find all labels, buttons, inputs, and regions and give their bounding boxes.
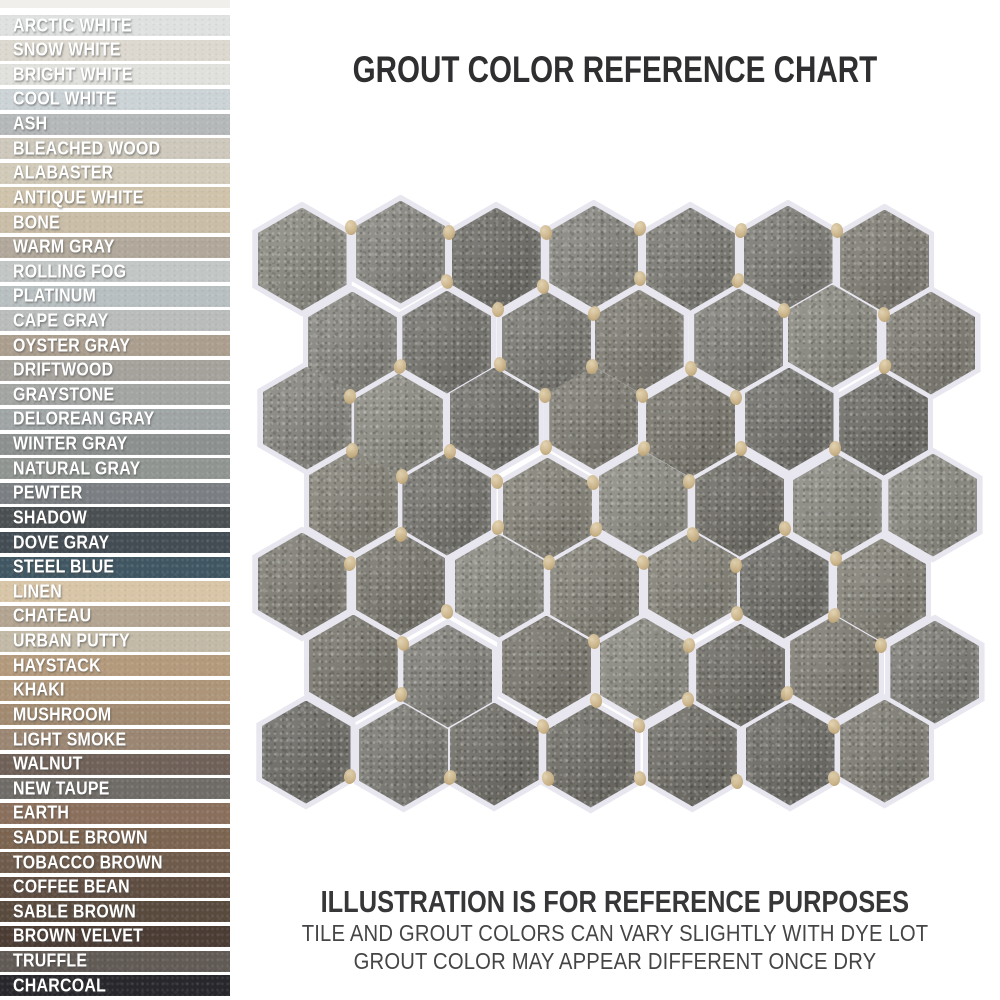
hex-tile <box>839 373 928 476</box>
hex-tile <box>788 285 877 388</box>
hex-tile <box>309 450 398 553</box>
mesh-dot <box>829 441 842 457</box>
swatch-label: DELOREAN GRAY <box>13 407 155 429</box>
mesh-dot <box>829 550 842 565</box>
hex-tile <box>890 621 979 724</box>
grout-halo <box>351 527 451 642</box>
swatch-label: BLEACHED WOOD <box>13 137 161 159</box>
grout-halo <box>885 615 985 730</box>
mesh-dot <box>730 389 743 405</box>
swatch-label: NATURAL GRAY <box>13 457 141 479</box>
mesh-dot <box>540 770 556 788</box>
hex-tile <box>359 704 448 807</box>
hex-tile <box>258 208 347 311</box>
mesh-dot <box>442 768 458 786</box>
mesh-dot <box>826 607 842 625</box>
swatch-label: BROWN VELVET <box>13 924 144 946</box>
swatch-antique-white <box>0 187 230 208</box>
grout-halo <box>544 361 644 476</box>
swatch-new-taupe <box>0 778 230 799</box>
swatch-truffle <box>0 951 230 972</box>
grout-halo <box>881 286 981 401</box>
hex-tile <box>263 367 352 470</box>
grout-halo <box>252 202 352 317</box>
mesh-dot <box>636 440 651 458</box>
grout-halo <box>397 447 497 562</box>
hex-tile <box>840 700 929 803</box>
mesh-dot <box>631 717 646 735</box>
grout-halo <box>691 618 791 733</box>
grout-halo <box>446 202 546 317</box>
swatch-dove-gray <box>0 532 230 553</box>
grout-halo <box>641 202 741 317</box>
grout-halo <box>498 452 598 567</box>
hex-tile <box>356 533 445 636</box>
page-title-text: GROUT COLOR REFERENCE CHART <box>352 49 878 90</box>
swatch-label: EARTH <box>13 801 70 823</box>
grout-halo <box>643 526 743 641</box>
swatch-oyster-gray <box>0 335 230 356</box>
grout-halo <box>690 448 790 563</box>
hex-tile <box>840 210 929 313</box>
swatch-label: ROLLING FOG <box>13 260 127 282</box>
grout-halo <box>689 283 789 398</box>
hex-tile <box>549 367 638 470</box>
mesh-dot <box>490 519 505 536</box>
hex-tile <box>888 454 977 557</box>
swatch-label: WALNUT <box>13 752 83 774</box>
swatch-bone <box>0 212 230 233</box>
hex-tile <box>744 206 833 309</box>
swatch-label: SABLE BROWN <box>13 900 137 922</box>
grout-halo <box>497 286 597 401</box>
swatch-steel-blue <box>0 557 230 578</box>
mesh-dot <box>443 225 455 240</box>
grout-halo <box>544 200 644 315</box>
swatch-snow-white <box>0 40 230 61</box>
grout-halo <box>788 449 888 564</box>
grout-halo <box>545 532 645 647</box>
hex-tile <box>696 624 785 727</box>
grout-halo <box>641 369 741 484</box>
swatch-chateau <box>0 606 230 627</box>
swatch-label: MUSHROOM <box>13 703 112 725</box>
swatch-label: SNOW WHITE <box>13 38 121 60</box>
swatch-label: PEWTER <box>13 481 83 503</box>
swatch-label: GRAYSTONE <box>13 383 115 405</box>
hex-tile <box>646 208 735 311</box>
grout-halo <box>256 695 356 810</box>
mesh-dot <box>685 361 698 377</box>
grout-halo <box>444 697 544 812</box>
swatch-sable-brown <box>0 901 230 922</box>
swatch-label: ALABASTER <box>13 161 114 183</box>
hex-tile <box>452 208 541 311</box>
mesh-dot <box>344 219 357 234</box>
mesh-dot <box>542 554 556 570</box>
mesh-dot <box>778 303 791 318</box>
grout-halo <box>349 368 449 483</box>
grout-halo <box>497 610 597 725</box>
swatch-label: LIGHT SMOKE <box>13 728 127 750</box>
grout-halo <box>835 204 935 319</box>
mesh-dot <box>395 527 408 543</box>
grout-halo <box>734 530 834 645</box>
mesh-dot <box>632 770 647 787</box>
swatch-ash <box>0 114 230 135</box>
swatch-natural-gray <box>0 458 230 479</box>
grout-halo <box>354 698 454 813</box>
mesh-dot <box>539 388 551 403</box>
swatch-bleached-wood <box>0 138 230 159</box>
grout-halo <box>398 619 498 734</box>
mesh-dot <box>877 306 891 323</box>
hex-tile <box>354 374 443 477</box>
swatch-label: WARM GRAY <box>13 235 115 257</box>
swatch-label: LINEN <box>13 580 63 602</box>
mesh-dot <box>491 301 504 317</box>
swatch-shadow <box>0 507 230 528</box>
grout-halo <box>304 609 404 724</box>
swatch-label: ARCTIC WHITE <box>13 14 132 36</box>
swatch-alabaster <box>0 163 230 184</box>
swatch-label: URBAN PUTTY <box>13 629 130 651</box>
hex-tile <box>402 291 491 394</box>
mesh-dot <box>588 692 603 709</box>
swatch-warm-gray <box>0 237 230 258</box>
mesh-dot <box>730 773 744 789</box>
mesh-dot <box>490 473 504 490</box>
swatch-cool-white <box>0 89 230 110</box>
swatch-charcoal <box>0 975 230 996</box>
swatch-urban-putty <box>0 631 230 652</box>
hex-tile <box>886 292 975 395</box>
footer-line-2: GROUT COLOR MAY APPEAR DIFFERENT ONCE DRY <box>353 948 877 974</box>
mesh-dot <box>391 357 407 375</box>
mesh-dot <box>681 473 696 490</box>
mesh-dot <box>828 771 842 787</box>
grout-halo <box>304 444 404 559</box>
mesh-dot <box>439 272 455 290</box>
hex-tile <box>403 625 492 728</box>
mesh-dot <box>538 439 553 456</box>
grout-swatch-list <box>0 0 230 1000</box>
hex-tile <box>308 292 397 395</box>
hex-tile <box>600 618 689 721</box>
hex-tile <box>745 368 834 471</box>
hex-tile <box>356 201 445 304</box>
grout-halo <box>643 698 743 813</box>
hex-tile <box>309 615 398 718</box>
swatch-haystack <box>0 655 230 676</box>
mesh-dot <box>538 224 553 242</box>
grout-halo <box>303 286 403 401</box>
swatch-platinum <box>0 286 230 307</box>
swatch-delorean-gray <box>0 409 230 430</box>
hex-tile <box>546 705 635 808</box>
mesh-dot <box>730 606 744 623</box>
swatch-label: TRUFFLE <box>13 949 88 971</box>
swatch-rolling-fog <box>0 261 230 282</box>
swatch-tobacco-brown <box>0 852 230 873</box>
hex-tile <box>502 616 591 719</box>
mesh-dot <box>733 222 748 239</box>
hex-tile <box>793 455 882 558</box>
swatch-label: COOL WHITE <box>13 87 117 109</box>
hex-tile <box>262 701 351 804</box>
mesh-dot <box>778 520 792 537</box>
footer-heading: ILLUSTRATION IS FOR REFERENCE PURPOSES <box>320 884 910 919</box>
mesh-dot <box>395 635 411 653</box>
swatch-driftwood <box>0 360 230 381</box>
mesh-dot <box>535 277 550 294</box>
mesh-dot <box>393 686 407 703</box>
mesh-dot <box>632 220 647 237</box>
grout-halo <box>449 529 549 644</box>
swatch-label: BONE <box>13 211 61 233</box>
hex-tile <box>599 451 688 554</box>
swatch-cape-gray <box>0 310 230 331</box>
hex-tile <box>549 206 638 309</box>
grout-halo <box>883 448 983 563</box>
swatch-earth <box>0 803 230 824</box>
grout-halo <box>834 367 934 482</box>
grout-halo <box>444 362 544 477</box>
swatch-label: NEW TAUPE <box>13 777 110 799</box>
mesh-dot <box>682 691 695 706</box>
mesh-dot <box>585 474 600 491</box>
footer-line-1: TILE AND GROUT COLORS CAN VARY SLIGHTLY WITH DYE LOT <box>301 920 929 946</box>
hex-tile <box>550 538 639 641</box>
hex-tile <box>695 454 784 557</box>
mesh-dot <box>585 359 599 375</box>
hex-tile <box>455 535 544 638</box>
mesh-dot <box>343 554 358 571</box>
swatch-label: SADDLE BROWN <box>13 826 148 848</box>
mesh-dot <box>634 387 649 405</box>
hex-tile <box>502 292 591 395</box>
swatch-label: SHADOW <box>13 506 88 528</box>
mesh-dot <box>587 633 601 649</box>
swatch-walnut <box>0 754 230 775</box>
mesh-dot <box>735 441 747 456</box>
mesh-dot <box>444 443 457 458</box>
swatch-bright-white <box>0 64 230 85</box>
mesh-dot <box>730 271 746 289</box>
mesh-dot <box>827 718 842 735</box>
grout-halo <box>738 200 838 315</box>
hex-tile <box>450 368 539 471</box>
swatch-label: CAPE GRAY <box>13 309 109 331</box>
grout-halo <box>785 610 885 725</box>
mesh-dot <box>492 355 507 372</box>
mesh-dot <box>635 553 651 571</box>
mesh-dot <box>343 388 357 405</box>
swatch-mushroom <box>0 704 230 725</box>
swatch-saddle-brown <box>0 828 230 849</box>
hex-tile <box>450 703 539 806</box>
swatch-label: CHATEAU <box>13 604 92 626</box>
hex-tile <box>648 704 737 807</box>
hex-tile <box>646 375 735 478</box>
mesh-dot <box>634 271 647 287</box>
page-title <box>230 49 1000 91</box>
hex-tile <box>648 532 737 635</box>
grout-halo <box>783 279 883 394</box>
mesh-dot <box>439 603 454 620</box>
grout-halo <box>593 445 693 560</box>
hex-tile <box>746 703 835 806</box>
grout-halo <box>594 612 694 727</box>
grout-halo <box>397 285 497 400</box>
mesh-dot <box>588 520 604 538</box>
swatch-label: HAYSTACK <box>13 654 101 676</box>
mesh-dot <box>685 525 701 543</box>
mesh-dot <box>682 637 697 654</box>
mesh-dot <box>875 638 888 653</box>
hex-tile <box>503 458 592 561</box>
mesh-dot <box>779 685 795 703</box>
swatch-label: WINTER GRAY <box>13 432 128 454</box>
mesh-dot <box>345 442 359 458</box>
grout-halo <box>589 284 689 399</box>
swatch-brown-velvet <box>0 926 230 947</box>
swatch-khaki <box>0 680 230 701</box>
swatch-light-smoke <box>0 729 230 750</box>
footer-note <box>230 884 1000 976</box>
swatch-graystone <box>0 384 230 405</box>
grout-halo <box>351 195 451 310</box>
mesh-dot <box>395 469 407 484</box>
swatch-arctic-white <box>0 15 230 36</box>
swatch-label: STEEL BLUE <box>13 555 115 577</box>
swatch-label: BRIGHT WHITE <box>13 63 133 85</box>
grout-halo <box>252 527 352 642</box>
swatch-label: DRIFTWOOD <box>13 358 114 380</box>
grout-halo <box>740 697 840 812</box>
swatch-label: TOBACCO BROWN <box>13 851 163 873</box>
mesh-dot <box>730 557 743 573</box>
swatch-coffee-bean <box>0 877 230 898</box>
hex-tile <box>790 616 879 719</box>
swatch-pewter <box>0 483 230 504</box>
swatch-label: ANTIQUE WHITE <box>13 186 144 208</box>
hex-tile <box>595 290 684 393</box>
grout-halo <box>832 533 932 648</box>
swatch-label: DOVE GRAY <box>13 531 110 553</box>
hex-tile <box>837 539 926 642</box>
hex-tile <box>694 289 783 392</box>
mesh-dot <box>830 222 844 239</box>
swatch-label: KHAKI <box>13 678 65 700</box>
mesh-dot <box>534 718 550 736</box>
mesh-dot <box>586 304 602 322</box>
hex-tile <box>740 536 829 639</box>
grout-halo <box>835 694 935 809</box>
grout-halo <box>257 361 357 476</box>
mesh-dot <box>343 768 357 785</box>
swatch-partial-top <box>0 0 230 8</box>
swatch-label: CHARCOAL <box>13 974 107 996</box>
swatch-linen <box>0 581 230 602</box>
swatch-winter-gray <box>0 434 230 455</box>
swatch-label: ASH <box>13 112 48 134</box>
swatch-label: PLATINUM <box>13 284 97 306</box>
grout-halo <box>541 699 641 814</box>
swatch-label: OYSTER GRAY <box>13 334 131 356</box>
hex-tile <box>402 453 491 556</box>
mesh-dot <box>877 358 893 376</box>
hex-tile <box>258 533 347 636</box>
swatch-label: COFFEE BEAN <box>13 875 130 897</box>
grout-halo <box>739 362 839 477</box>
